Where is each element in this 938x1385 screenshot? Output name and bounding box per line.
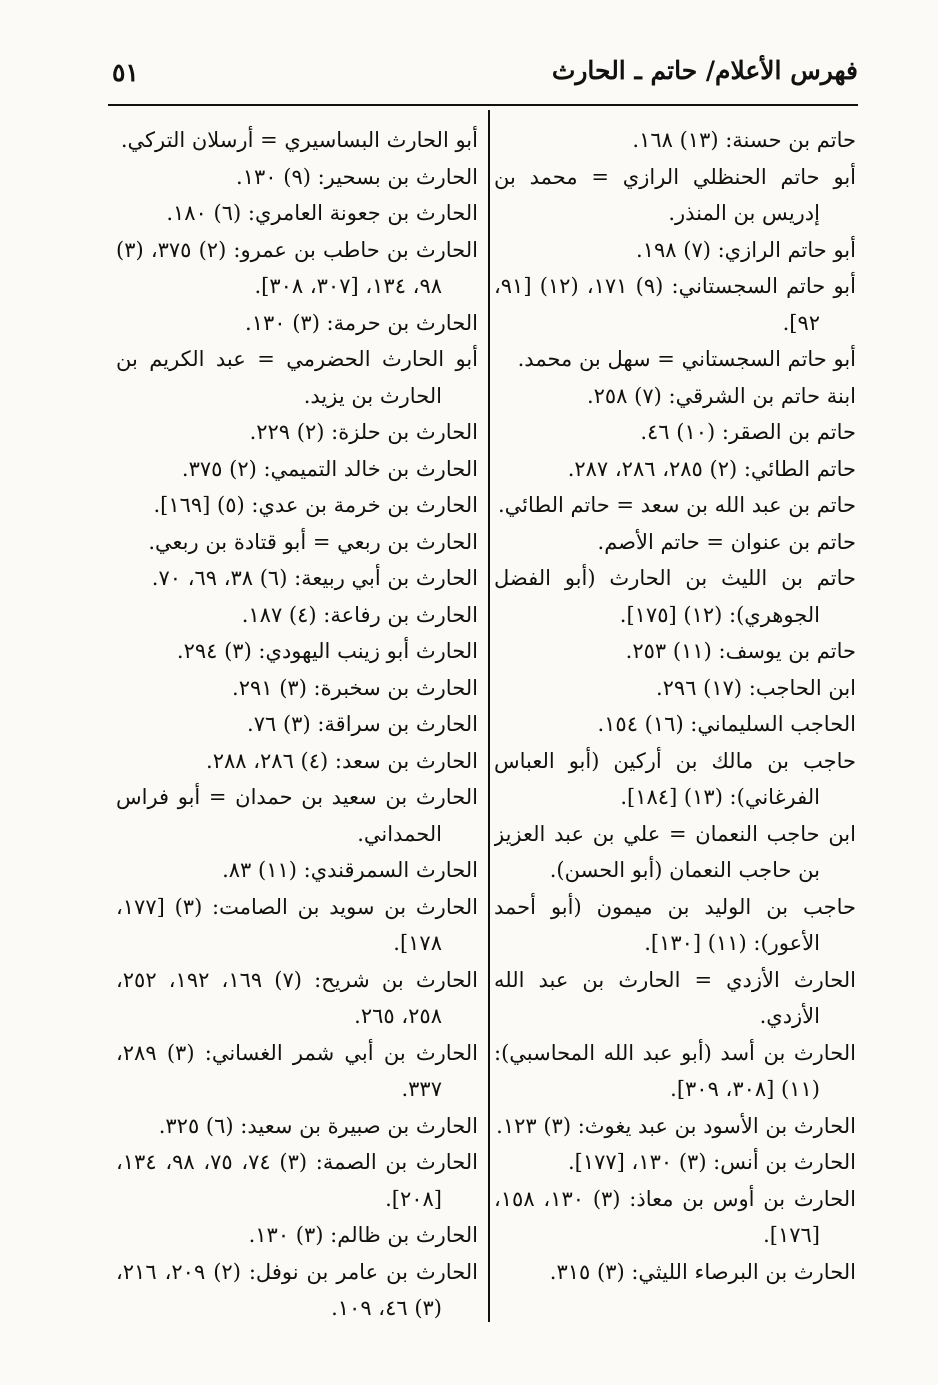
index-column-right — [494, 122, 856, 1342]
index-entry: ابن الحاجب: (١٧) ٢٩٦. — [655, 675, 856, 700]
index-entry: حاتم بن الليث بن الحارث (أبو الفضل الجوهري): (١٢) [١٧٥]. — [494, 566, 856, 627]
index-entry: الحارث بن عامر بن نوفل: (٢) ٢٠٩، ٢١٦، (٣) ٤٦، ١٠٩. — [116, 1259, 478, 1320]
index-entry: الحارث بن ربعي = أبو قتادة بن ربعي. — [148, 529, 478, 554]
index-entry: حاتم بن الصقر: (١٠) ٤٦. — [640, 420, 856, 444]
index-entry: ابن حاجب النعمان = علي بن عبد العزيز بن حاجب النعمان (أبو الحسن). — [494, 821, 856, 882]
running-title: فهرس الأعلام/ حاتم ـ الحارث — [551, 56, 858, 85]
index-entry: حاتم بن عنوان = حاتم الأصم. — [597, 529, 856, 554]
index-entry: الحارث أبو زينب اليهودي: (٣) ٢٩٤. — [176, 639, 478, 663]
index-entry: حاتم بن حسنة: (١٣) ١٦٨. — [632, 128, 856, 152]
index-entry: الحارث بن البرصاء الليثي: (٣) ٣١٥. — [549, 1259, 856, 1284]
index-entry: أبو حاتم الرازي: (٧) ١٩٨. — [636, 237, 856, 262]
index-entry: الحارث بن أبي ربيعة: (٦) ٣٨، ٦٩، ٧٠. — [151, 566, 478, 590]
index-entry: أبو حاتم السجستاني: (٩) ١٧١، (١٢) [٩١، ٩٢]. — [494, 274, 856, 335]
header-rule — [108, 104, 858, 106]
index-entry: الحارث بن حاطب بن عمرو: (٢) ٣٧٥، (٣) ٩٨، ١٣٤، [٣٠٧، ٣٠٨]. — [116, 237, 478, 298]
index-entry: الحارث بن الأسود بن عبد يغوث: (٣) ١٢٣. — [496, 1113, 856, 1138]
index-entry: الحارث بن جعونة العامري: (٦) ١٨٠. — [166, 201, 478, 225]
index-entry: الحارث بن رفاعة: (٤) ١٨٧. — [241, 602, 478, 627]
index-entry: الحارث بن خالد التميمي: (٢) ٣٧٥. — [181, 456, 478, 481]
index-entry: أبو الحارث البساسيري = أرسلان التركي. — [120, 128, 478, 152]
index-entry: ابنة حاتم بن الشرقي: (٧) ٢٥٨. — [586, 383, 856, 408]
index-entry: الحاجب السليماني: (١٦) ١٥٤. — [597, 712, 856, 736]
index-entry: حاجب بن مالك بن أركين (أبو العباس الفرغاني): (١٣) [١٨٤]. — [494, 748, 856, 809]
index-entry: الحارث بن حرمة: (٣) ١٣٠. — [245, 310, 478, 335]
index-entry: أبو الحارث الحضرمي = عبد الكريم بن الحارث بن يزيد. — [116, 347, 478, 408]
index-column-left — [116, 122, 478, 1342]
index-entry: الحارث بن ظالم: (٣) ١٣٠. — [248, 1223, 478, 1247]
index-entry: أبو حاتم السجستاني = سهل بن محمد. — [517, 347, 856, 371]
index-entry: الحارث بن صبيرة بن سعيد: (٦) ٣٢٥. — [158, 1113, 478, 1138]
index-entry: الحارث بن سعيد بن حمدان = أبو فراس الحمداني. — [116, 785, 478, 846]
index-entry: الحارث بن بسحير: (٩) ١٣٠. — [236, 164, 478, 189]
column-divider — [488, 110, 490, 1322]
index-entry: الحارث بن حلزة: (٢) ٢٢٩. — [249, 420, 478, 444]
index-entry: أبو حاتم الحنظلي الرازي = محمد بن إدريس بن المنذر. — [494, 164, 856, 225]
page-header — [0, 0, 938, 110]
index-entry: حاتم الطائي: (٢) ٢٨٥، ٢٨٦، ٢٨٧. — [567, 456, 856, 481]
index-entry: الحارث السمرقندي: (١١) ٨٣. — [222, 858, 478, 882]
index-entry: الحارث بن أسد (أبو عبد الله المحاسبي): (١١) [٣٠٨، ٣٠٩]. — [494, 1040, 856, 1101]
index-entry: الحارث بن أوس بن معاذ: (٣) ١٣٠، ١٥٨، [١٧٦]. — [494, 1186, 856, 1247]
index-entry: الحارث بن أنس: (٣) ١٣٠، [١٧٧]. — [567, 1150, 856, 1174]
page-number: ٥١ — [112, 58, 139, 87]
index-entry: الحارث بن أبي شمر الغساني: (٣) ٢٨٩، ٣٣٧. — [116, 1040, 478, 1101]
index-entry: الحارث بن شريح: (٧) ١٦٩، ١٩٢، ٢٥٢، ٢٥٨، ٢٦٥. — [116, 967, 478, 1028]
index-entry: الحارث بن سخبرة: (٣) ٢٩١. — [232, 675, 478, 700]
index-entry: الحارث بن سويد بن الصامت: (٣) [١٧٧، ١٧٨]. — [116, 894, 478, 955]
index-entry: حاجب بن الوليد بن ميمون (أبو أحمد الأعور): (١١) [١٣٠]. — [494, 894, 856, 955]
index-entry: حاتم بن عبد الله بن سعد = حاتم الطائي. — [497, 493, 856, 517]
index-entry: الحارث بن سعد: (٤) ٢٨٦، ٢٨٨. — [206, 748, 478, 773]
index-entry: الحارث الأزدي = الحارث بن عبد الله الأزدي. — [494, 967, 856, 1028]
index-entry: الحارث بن الصمة: (٣) ٧٤، ٧٥، ٩٨، ١٣٤، [٢٠٨]. — [116, 1150, 478, 1211]
index-entry: الحارث بن سراقة: (٣) ٧٦. — [247, 712, 478, 736]
index-entry: حاتم بن يوسف: (١١) ٢٥٣. — [625, 639, 856, 663]
index-entry: الحارث بن خرمة بن عدي: (٥) [١٦٩]. — [153, 493, 478, 517]
